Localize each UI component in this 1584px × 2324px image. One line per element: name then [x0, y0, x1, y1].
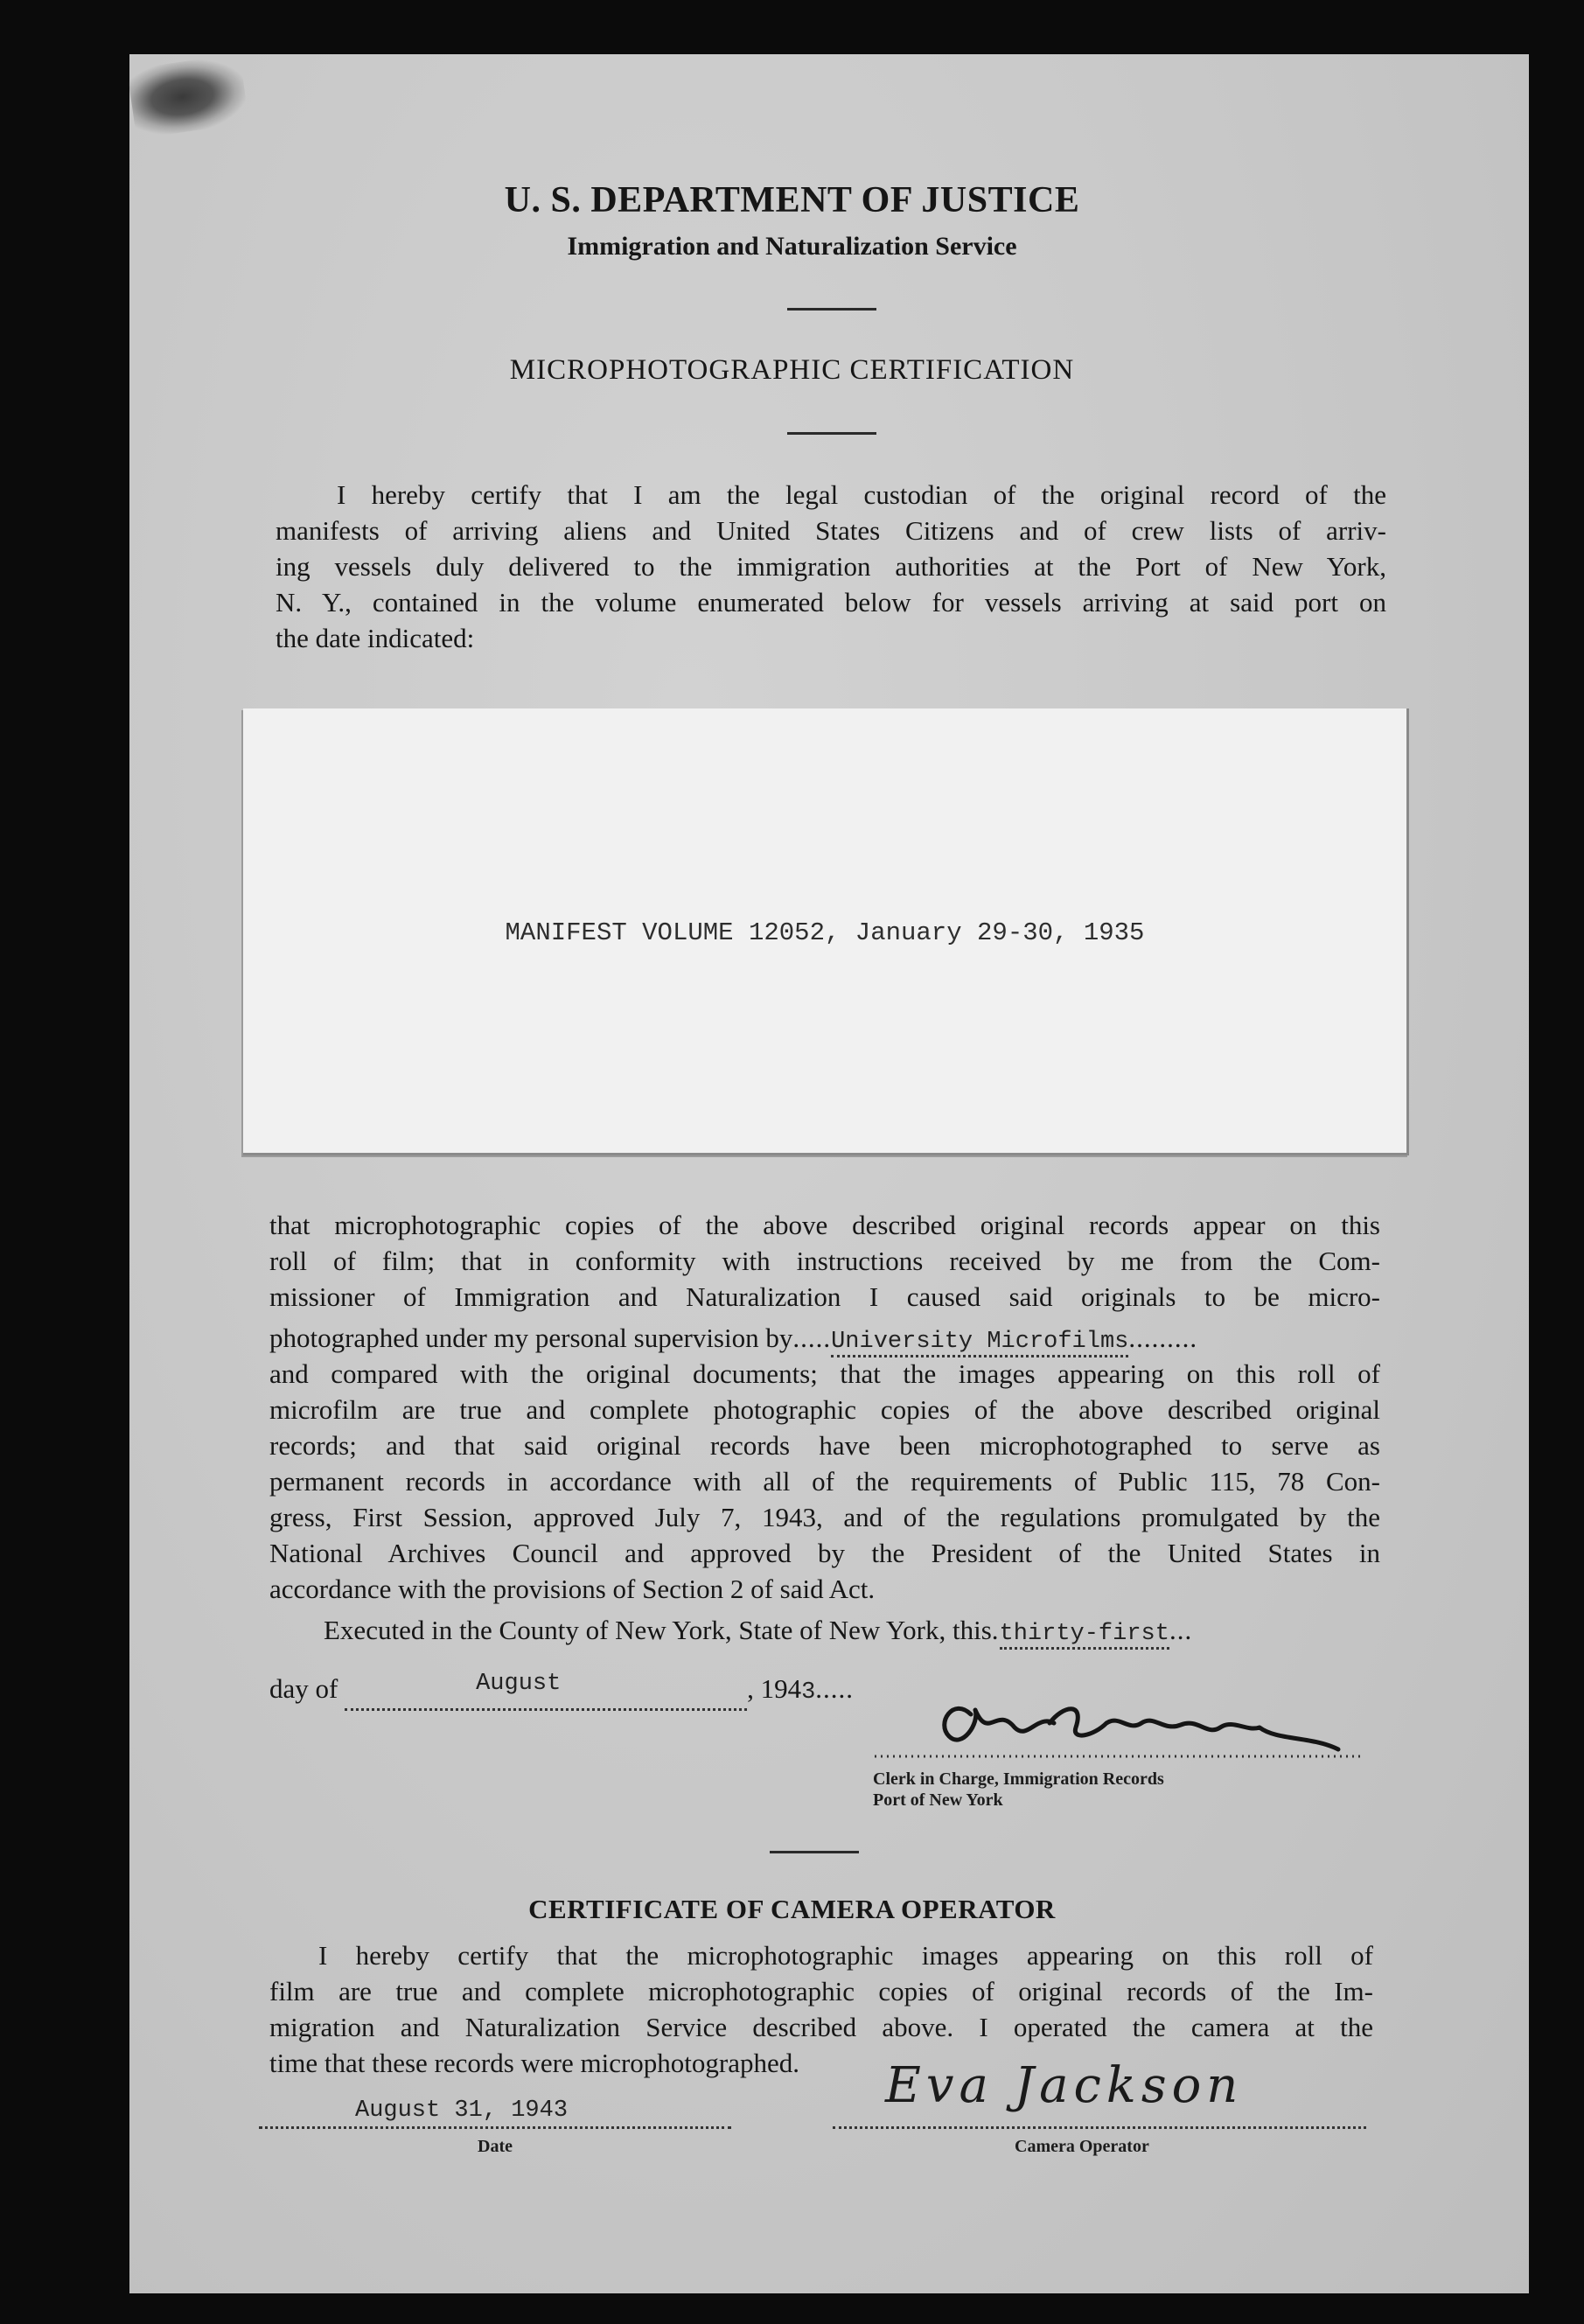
- clerk-signature: [875, 1688, 1364, 1767]
- intro-line: the date indicated:: [276, 623, 475, 653]
- execution-prefix: Executed in the County of New York, State of New York, this: [324, 1615, 992, 1645]
- year-prefix: , 194: [747, 1673, 802, 1704]
- camera-line: migration and Naturalization Service described above. I operated the camera at the: [269, 2012, 1373, 2042]
- photographer-line: photographed under my personal supervision by.....University Microfilms.........: [269, 1320, 1380, 1356]
- camera-line: film are true and complete microphotographic copies of original records of the Im-: [269, 1976, 1373, 2006]
- intro-line: N. Y., contained in the volume enumerated below for vessels arriving at said port on: [276, 587, 1386, 618]
- date-field: [259, 2097, 731, 2129]
- body-line: microfilm are true and complete photographic copies of the above described original: [269, 1394, 1380, 1425]
- body-line: records; and that said original records have been microphotographed to serve as: [269, 1430, 1380, 1461]
- intro-paragraph: [276, 477, 1386, 656]
- body-line: and compared with the original documents; that the images appearing on this roll of: [269, 1358, 1380, 1389]
- day-of-label: day of: [269, 1673, 338, 1704]
- manifest-volume-text: MANIFEST VOLUME 12052, January 29-30, 1935: [505, 918, 1145, 947]
- operator-label: Camera Operator: [1015, 2137, 1149, 2156]
- divider-rule: [787, 308, 876, 311]
- body-line: gress, First Session, approved July 7, 1943, and of the regulations promulgated by the: [269, 1502, 1380, 1532]
- operator-signature-field: [833, 2055, 1366, 2129]
- body-line: permanent records in accordance with all of the requirements of Public 115, 78 Con-: [269, 1466, 1380, 1497]
- body-line: accordance with the provisions of Section 2 of said Act.: [269, 1574, 876, 1604]
- date-label: Date: [478, 2137, 513, 2156]
- department-heading: U. S. DEPARTMENT OF JUSTICE: [504, 180, 1080, 220]
- clerk-title: Clerk in Charge, Immigration Records: [873, 1769, 1164, 1789]
- photographer-prefix: photographed under my personal supervision by: [269, 1323, 793, 1353]
- execution-line: Executed in the County of New York, State of New York, this.thirty-first...: [324, 1612, 1192, 1652]
- body-paragraph: [269, 1207, 1380, 1607]
- clerk-port: Port of New York: [873, 1790, 1003, 1810]
- intro-line: manifests of arriving aliens and United States Citizens and of crew lists of arriv-: [276, 515, 1386, 546]
- photographer-name: University Microfilms: [831, 1329, 1128, 1357]
- divider-rule: [770, 1851, 859, 1853]
- body-line: missioner of Immigration and Naturalization I caused said originals to be micro-: [269, 1281, 1380, 1312]
- intro-line: I hereby certify that I am the legal custodian of the original record of the: [337, 479, 1386, 510]
- camera-line: time that these records were microphotographed.: [269, 2048, 799, 2078]
- execution-month: August: [476, 1671, 562, 1697]
- camera-certificate-title: CERTIFICATE OF CAMERA OPERATOR: [528, 1894, 1056, 1924]
- body-line: roll of film; that in conformity with instructions received by me from the Com-: [269, 1246, 1380, 1276]
- year-suffix: 3: [801, 1679, 816, 1706]
- operator-signature: Eva Jackson: [885, 2057, 1244, 2114]
- date-value: August 31, 1943: [355, 2097, 569, 2124]
- date-dotted-line: [259, 2126, 731, 2129]
- day-of-line: day of August , 1943.....: [269, 1671, 854, 1711]
- camera-line: I hereby certify that the microphotographic images appearing on this roll of: [318, 1940, 1373, 1971]
- volume-card: [243, 708, 1409, 1155]
- body-line: that microphotographic copies of the above described original records appear on this: [269, 1210, 1380, 1240]
- body-line: National Archives Council and approved by the President of the United States in: [269, 1538, 1380, 1568]
- execution-day: thirty-first: [1000, 1621, 1169, 1650]
- service-heading: Immigration and Naturalization Service: [567, 232, 1017, 261]
- intro-line: ing vessels duly delivered to the immigration authorities at the Port of New York,: [276, 551, 1386, 582]
- certification-title: MICROPHOTOGRAPHIC CERTIFICATION: [509, 354, 1075, 386]
- operator-dotted-line: [833, 2126, 1366, 2129]
- divider-rule: [787, 432, 876, 435]
